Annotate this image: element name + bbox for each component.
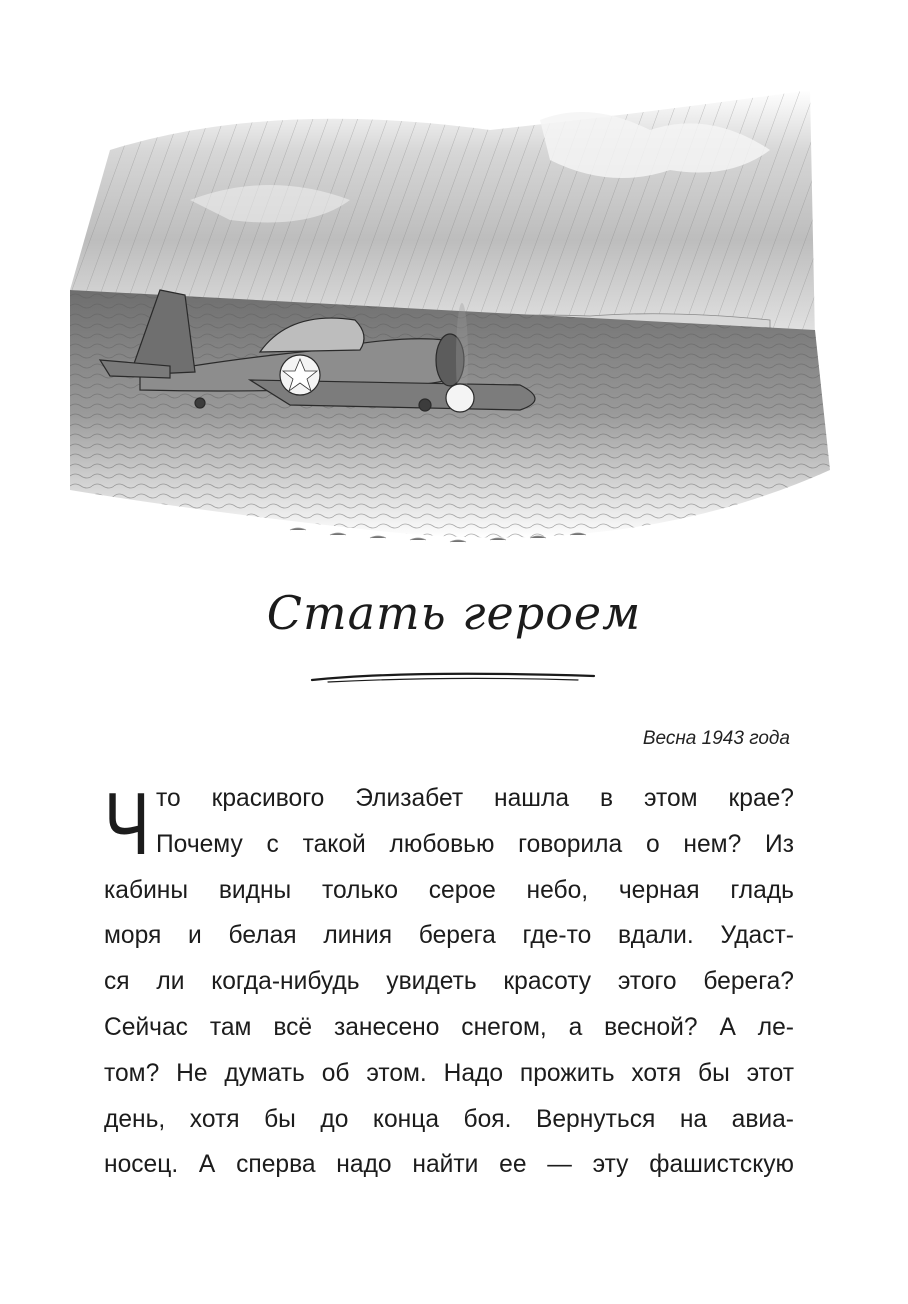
text-line: моря и белая линия берега где-то вдали. Удаст- (104, 922, 794, 950)
title-underline-flourish (308, 668, 598, 688)
text-line: день, хотя бы до конца боя. Вернуться на авиа- (104, 1105, 794, 1133)
airplane-illustration (70, 90, 830, 560)
text-line: то красивого Элизабет нашла в этом крае? (156, 785, 794, 812)
chapter-title: Стать героем (266, 586, 642, 640)
airplane-over-sea-icon (70, 90, 830, 560)
chapter-date: Весна 1943 года (642, 728, 790, 749)
text-line: кабины видны только серое небо, черная гладь (104, 876, 794, 904)
text-line: Сейчас там всё занесено снегом, а весной? А ле- (104, 1013, 794, 1041)
text-line: Почему с такой любовью говорила о нем? Из (156, 830, 794, 858)
text-line: ся ли когда-нибудь увидеть красоту этого берега? (104, 968, 794, 996)
drop-cap-letter: Ч (104, 774, 150, 873)
text-line: носец. А сперва надо найти ее — эту фашистскую (104, 1151, 794, 1179)
text-line: том? Не думать об этом. Надо прожить хотя бы этот (104, 1059, 794, 1087)
chapter-body-text (104, 776, 794, 1188)
